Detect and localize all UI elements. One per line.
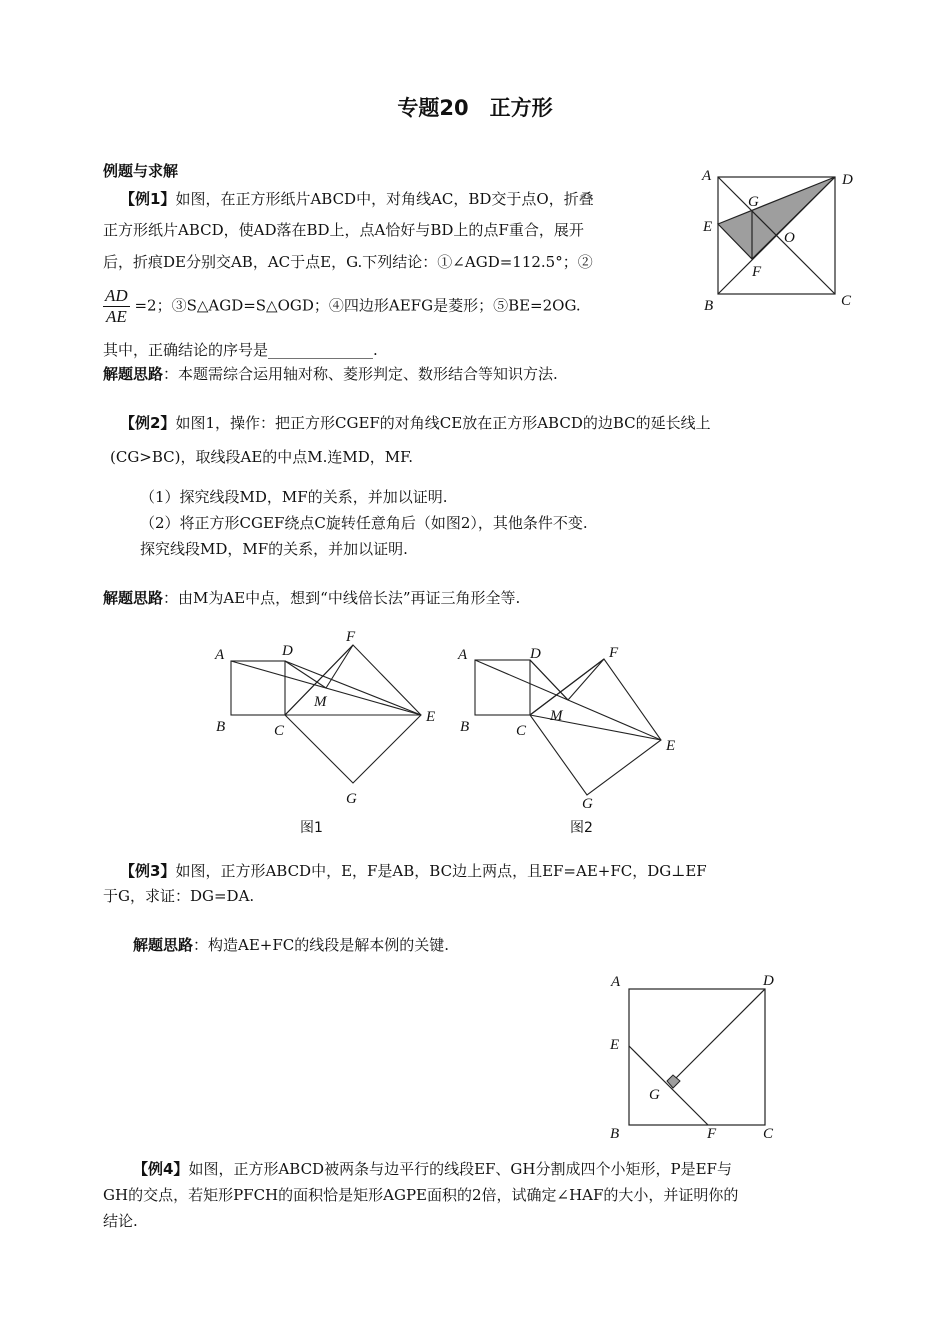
hint-label: 解题思路 bbox=[133, 936, 194, 954]
ex2-q1: （1）探究线段MD，MF的关系，并加以证明. bbox=[140, 488, 448, 506]
figure-ex3 bbox=[600, 965, 790, 1145]
label-o: O bbox=[784, 230, 795, 246]
hint-text: ：构造AE+FC的线段是解本例的关键. bbox=[193, 936, 450, 954]
label-a: A bbox=[215, 647, 225, 663]
ex1-line1 bbox=[120, 188, 594, 209]
label-f: F bbox=[346, 629, 356, 645]
fraction-numerator: AD bbox=[105, 286, 128, 305]
figure-ex1 bbox=[690, 160, 870, 320]
ex3-text1: 如图，正方形ABCD中，E，F是AB，BC边上两点，且EF=AE+FC，DG⊥EF bbox=[175, 862, 707, 880]
label-b: B bbox=[460, 719, 470, 735]
ex2-line1 bbox=[120, 412, 711, 433]
ex4-text1: 如图，正方形ABCD被两条与边平行的线段EF、GH分割成四个小矩形，P是EF与 bbox=[188, 1160, 732, 1178]
label-m: M bbox=[550, 708, 563, 724]
label-f: F bbox=[752, 264, 762, 280]
segment-mf bbox=[568, 659, 604, 700]
label-a: A bbox=[611, 974, 621, 990]
label-m: M bbox=[314, 694, 327, 710]
label-e: E bbox=[426, 709, 436, 725]
label-d: D bbox=[842, 172, 853, 188]
ex1-hint bbox=[103, 363, 558, 384]
label-d: D bbox=[763, 973, 774, 989]
figure-ex2-2 bbox=[450, 625, 700, 840]
ex1-line5: 其中，正确结论的序号是______________. bbox=[103, 341, 378, 359]
hint-text: ：本题需综合运用轴对称、菱形判定、数形结合等知识方法. bbox=[163, 365, 558, 383]
ex2-text1: 如图1，操作：把正方形CGEF的对角线CE放在正方形ABCD的边BC的延长线上 bbox=[175, 414, 711, 432]
label-e: E bbox=[610, 1037, 620, 1053]
label-g: G bbox=[748, 194, 759, 210]
label-a: A bbox=[458, 647, 468, 663]
segment-mf bbox=[326, 645, 353, 688]
label-f: F bbox=[609, 645, 619, 661]
label-f: F bbox=[707, 1126, 717, 1142]
hint-text: ：由M为AE中点，想到“中线倍长法”再证三角形全等. bbox=[163, 589, 521, 607]
ex3-line2: 于G，求证：DG=DA. bbox=[103, 887, 255, 905]
shaded-triangle bbox=[718, 177, 835, 259]
ex1-line4: =2；③S△AGD=S△OGD；④四边形AEFG是菱形；⑤BE=2OG. bbox=[134, 296, 581, 315]
label-b: B bbox=[704, 298, 714, 314]
label-b: B bbox=[610, 1126, 620, 1142]
ex1-line2: 正方形纸片ABCD，使AD落在BD上，点A恰好与BD上的点F重合，展开 bbox=[103, 221, 584, 239]
label-g: G bbox=[649, 1087, 660, 1103]
ex3-label: 【例3】 bbox=[120, 862, 176, 880]
ex2-q2: （2）将正方形CGEF绕点C旋转任意角后（如图2），其他条件不变. bbox=[140, 514, 588, 532]
ex1-text1: 如图，在正方形纸片ABCD中，对角线AC，BD交于点O，折叠 bbox=[175, 190, 594, 208]
ex4-line1 bbox=[133, 1158, 732, 1179]
ex3-hint bbox=[133, 934, 449, 955]
ex2-hint bbox=[103, 587, 520, 608]
hint-label: 解题思路 bbox=[103, 589, 164, 607]
label-d: D bbox=[530, 646, 541, 662]
segment-de bbox=[285, 661, 421, 715]
hint-label: 解题思路 bbox=[103, 365, 164, 383]
square-abcd bbox=[475, 660, 530, 715]
label-g: G bbox=[346, 791, 357, 807]
segment-dg bbox=[673, 989, 765, 1081]
fig1-caption: 图1 bbox=[300, 820, 323, 836]
segment-dm bbox=[530, 660, 568, 700]
label-b: B bbox=[216, 719, 226, 735]
ex1-fraction bbox=[103, 286, 130, 327]
ex2-line2: (CG>BC)，取线段AE的中点M.连MD，MF. bbox=[110, 448, 414, 466]
ex3-line1 bbox=[120, 860, 707, 881]
fraction-denominator: AE bbox=[105, 307, 127, 326]
figure-ex2-1 bbox=[205, 625, 455, 840]
ex4-line2: GH的交点，若矩形PFCH的面积恰是矩形AGPE面积的2倍，试确定∠HAF的大小，并证明你的 bbox=[103, 1186, 739, 1204]
label-c: C bbox=[763, 1126, 774, 1142]
label-c: C bbox=[516, 723, 527, 739]
segment-cf bbox=[530, 659, 604, 715]
ex1-label: 【例1】 bbox=[120, 190, 176, 208]
label-e: E bbox=[666, 738, 676, 754]
section-heading: 例题与求解 bbox=[103, 162, 179, 180]
ex4-line3: 结论. bbox=[103, 1212, 138, 1230]
square-cgef bbox=[285, 645, 421, 783]
ex2-q2b: 探究线段MD，MF的关系，并加以证明. bbox=[140, 540, 408, 558]
label-g: G bbox=[582, 796, 593, 812]
label-a: A bbox=[702, 168, 712, 184]
label-e: E bbox=[703, 219, 713, 235]
ex2-label: 【例2】 bbox=[120, 414, 176, 432]
ex1-line3: 后，折痕DE分别交AB，AC于点E，G.下列结论：①∠AGD=112.5°；② bbox=[103, 253, 593, 271]
fig2-caption: 图2 bbox=[570, 820, 593, 836]
ex4-label: 【例4】 bbox=[133, 1160, 189, 1178]
page-title: 专题20 正方形 bbox=[397, 96, 553, 120]
ex1-line4-wrap bbox=[103, 286, 581, 327]
label-d: D bbox=[282, 643, 293, 659]
label-c: C bbox=[274, 723, 285, 739]
label-c: C bbox=[841, 293, 852, 309]
